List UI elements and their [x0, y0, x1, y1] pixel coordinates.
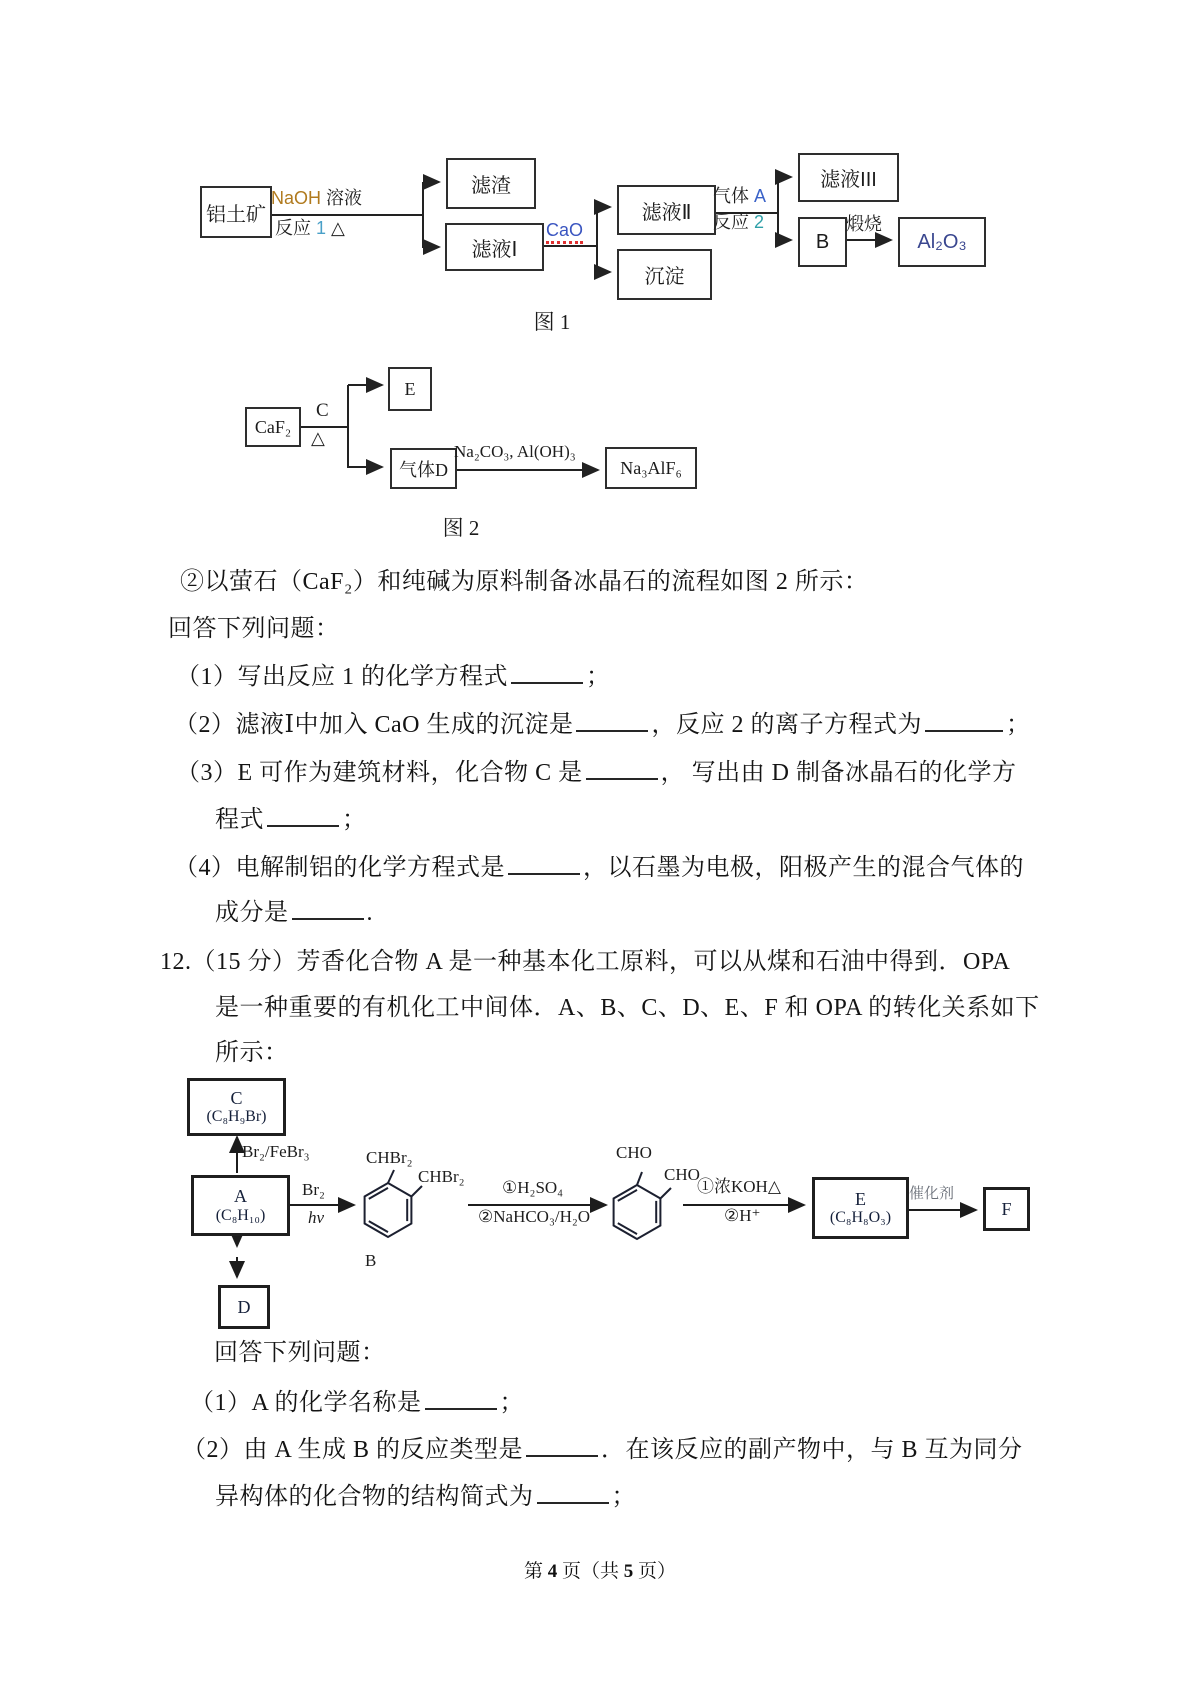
- label-chbr2-side: CHBr₂: [418, 1167, 465, 1186]
- flow-box-e: E: [388, 367, 432, 411]
- label-delta: △: [311, 428, 325, 448]
- flow-box-precipitate: 沉淀: [617, 249, 712, 300]
- page-footer: 第 4 页（共 5 页）: [523, 1561, 677, 1582]
- q12-q2-line1: （2）由 A 生成 B 的反应类型是 ．在该反应的副产物中，与 B 互为同分: [182, 1429, 1023, 1464]
- answer-blank: [292, 894, 364, 920]
- flow-box-gas-d: 气体D: [390, 448, 457, 489]
- scheme: [180, 1070, 1050, 1340]
- q12-q1: （1）A 的化学名称是 ；: [190, 1382, 524, 1417]
- section1-prompt: 回答下列问题：: [168, 616, 340, 642]
- section1-q3-line2: 程式 ；: [215, 799, 367, 834]
- flow-box-filtrate1: 滤液Ⅰ: [445, 223, 544, 271]
- label-catalyst: 催化剂: [909, 1186, 955, 1202]
- scheme-box-f: F: [983, 1187, 1030, 1231]
- fig2-caption: 图 2: [442, 516, 480, 540]
- figure-2: [240, 360, 710, 495]
- label-cao: CaO: [546, 221, 583, 241]
- scheme-box-a: A (C₈H₁₀): [191, 1175, 290, 1236]
- label-b: B: [365, 1251, 377, 1270]
- scheme-box-e: E (C₈H₈O₃): [812, 1177, 909, 1239]
- label-chbr2-top: CHBr₂: [366, 1148, 413, 1167]
- naoh-text: NaOH: [271, 188, 322, 208]
- figure-1: [195, 140, 1005, 315]
- label-cho-top: CHO: [616, 1143, 652, 1162]
- answer-blank: [537, 1478, 609, 1504]
- label-reagents: Na₂CO₃, Al(OH)₃: [454, 442, 576, 461]
- total-pages: 5: [623, 1561, 634, 1582]
- flow-box-na3alf6: Na₃AlF₆: [605, 447, 697, 489]
- flow-box-filtrate2: 滤液Ⅱ: [617, 185, 716, 235]
- section1-intro: ②以萤石（CaF₂）和纯碱为原料制备冰晶石的流程如图 2 所示：: [180, 569, 869, 595]
- section1-q3-line1: （3）E 可作为建筑材料，化合物 C 是 ， 写出由 D 制备冰晶石的化学方: [176, 752, 1017, 787]
- scheme-box-c: C (C₈H₉Br): [187, 1078, 286, 1136]
- flow-box-al2o3: Al₂O₃: [898, 217, 986, 267]
- label-c: C: [316, 400, 329, 421]
- fig1-caption: 图 1: [533, 310, 571, 334]
- flow-box-bauxite: 铝土矿: [200, 186, 272, 238]
- scheme-box-d: D: [218, 1285, 270, 1329]
- label-gas-a: 气体 A: [713, 186, 767, 206]
- answer-blank: [425, 1384, 497, 1410]
- flow-box-filtrate3: 滤液III: [798, 153, 899, 202]
- label-step1b: ②NaHCO₃/H₂O: [478, 1207, 591, 1226]
- label-naoh-solution: [271, 189, 362, 209]
- label-br2-febr3: Br₂/FeBr₃: [242, 1142, 310, 1161]
- flow-box-caf2: CaF₂: [245, 407, 301, 447]
- label-calcine: 煅烧: [846, 214, 882, 234]
- q12-q2-line2: 异构体的化合物的结构简式为 ；: [215, 1476, 636, 1511]
- page-number: 4: [547, 1561, 558, 1582]
- label-cho-side: CHO: [664, 1165, 700, 1184]
- flow-box-b: B: [798, 217, 847, 267]
- answer-blank: [576, 706, 648, 732]
- section1-q1: （1）写出反应 1 的化学方程式 ；: [176, 656, 611, 691]
- answer-blank: [508, 849, 580, 875]
- label-step2b: ②H⁺: [724, 1206, 761, 1225]
- label-br2: Br₂: [302, 1180, 325, 1199]
- q12-stem-line3: 所示：: [215, 1040, 289, 1066]
- section1-q4-line1: （4）电解制铝的化学方程式是 ，以石墨为电极，阳极产生的混合气体的: [174, 847, 1024, 882]
- answer-blank: [925, 706, 1003, 732]
- answer-blank: [267, 801, 339, 827]
- section1-q2: （2）滤液Ⅰ中加入 CaO 生成的沉淀是 ，反应 2 的离子方程式为 ；: [174, 704, 1030, 739]
- answer-blank: [526, 1431, 598, 1457]
- label-reaction2: 反应 2: [713, 212, 765, 232]
- flow-box-residue: 滤渣: [446, 158, 536, 209]
- answer-blank: [511, 658, 583, 684]
- label-hv: hν: [308, 1208, 325, 1227]
- solution-text: 溶液: [321, 188, 363, 208]
- q12-prompt: 回答下列问题：: [214, 1340, 386, 1366]
- section1-q4-line2: 成分是 .: [215, 892, 373, 927]
- q12-stem-line2: 是一种重要的有机化工中间体．A、B、C、D、E、F 和 OPA 的转化关系如下: [215, 995, 1040, 1021]
- label-step2a: ①浓KOH△: [697, 1177, 781, 1196]
- label-step1a: ①H₂SO₄: [502, 1178, 564, 1197]
- label-reaction1: 反应 1 △: [275, 218, 345, 238]
- q12-stem-line1: 12.（15 分）芳香化合物 A 是一种基本化工原料，可以从煤和石油中得到．OPA: [160, 949, 1011, 975]
- answer-blank: [586, 754, 658, 780]
